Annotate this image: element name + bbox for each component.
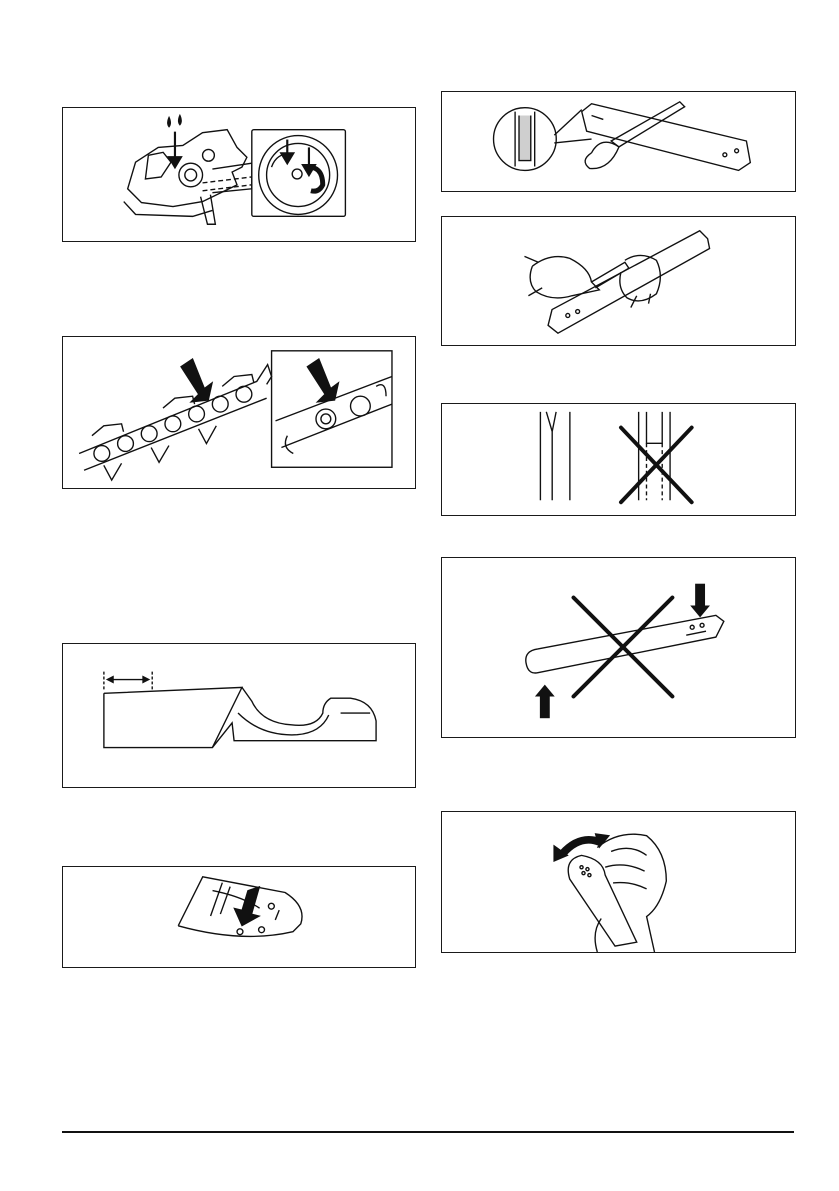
figure-file-bar-groove <box>441 91 796 192</box>
deburr-bar-edges-illustration <box>442 217 795 345</box>
turn-bar-illustration <box>442 812 795 952</box>
figure-bar-bent-wrong <box>441 557 796 738</box>
figure-groove-profile <box>441 403 796 516</box>
cutter-depth-gauge-illustration <box>63 644 415 787</box>
file-bar-rails-illustration <box>442 92 795 191</box>
bar-oil-hole-illustration <box>63 867 415 967</box>
oil-drops-sprocket-illustration <box>63 108 415 241</box>
figure-lubricate-sprocket <box>62 107 416 242</box>
figure-chain-drive-link <box>62 336 416 489</box>
bar-rail-height-wrong-illustration <box>442 558 795 737</box>
figure-bar-oil-hole <box>62 866 416 968</box>
footer-rule <box>62 1131 794 1133</box>
chain-drive-link-illustration <box>63 337 415 488</box>
figure-deburr-bar <box>441 216 796 346</box>
groove-profile-ok-wrong-illustration <box>442 404 795 515</box>
figure-turn-bar <box>441 811 796 953</box>
figure-depth-gauge <box>62 643 416 788</box>
